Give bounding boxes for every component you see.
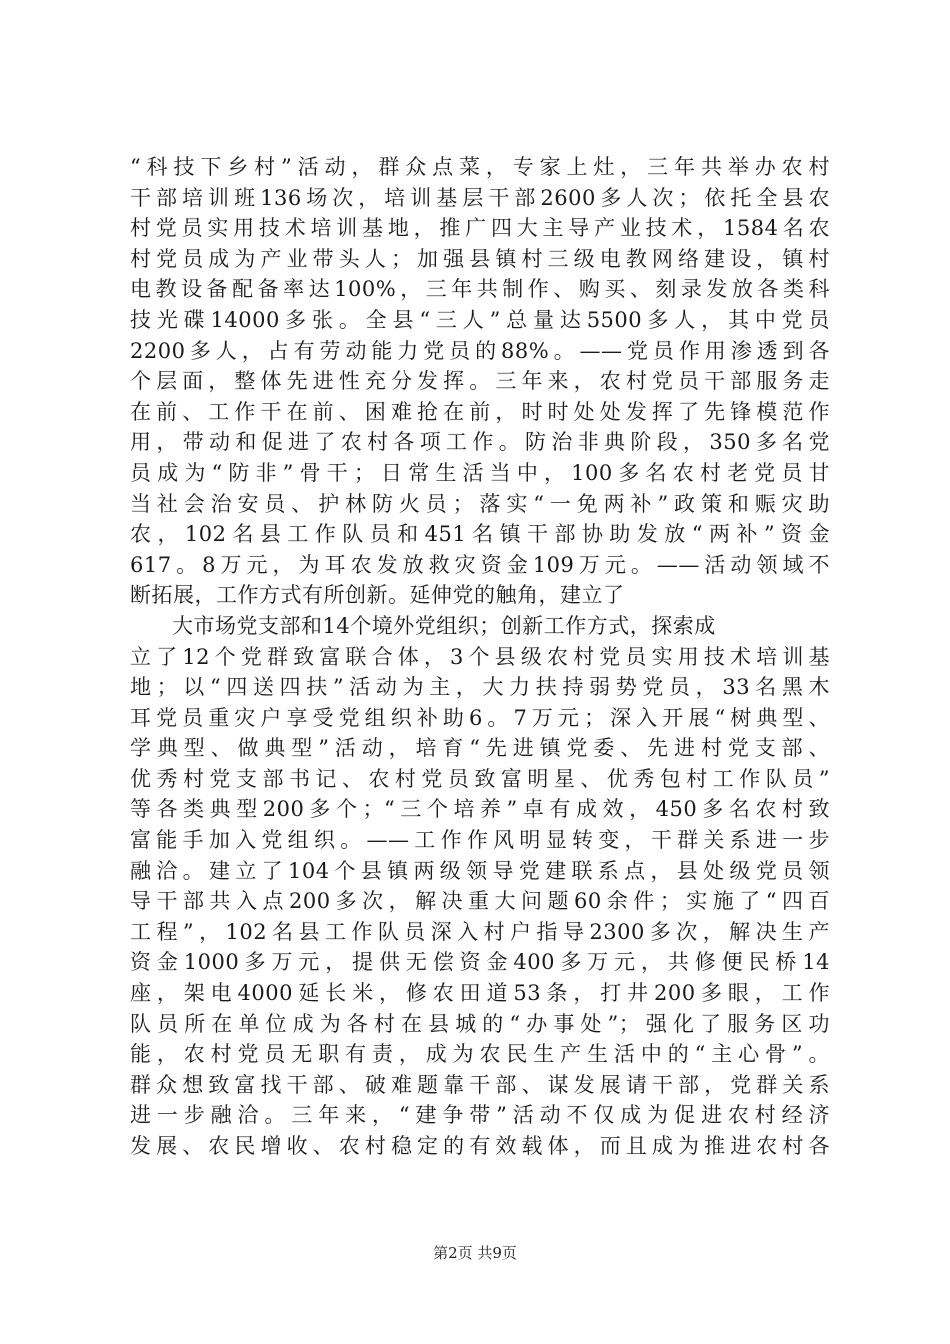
text-line: 导干部共入点200多次，解决重大问题60余件；实施了“四百 <box>130 889 830 914</box>
text-line: 立了12个党群致富联合体，3个县级农村党员实用技术培训基 <box>130 644 830 669</box>
text-line: 能，农村党员无职有责，成为农民生产生活中的“主心骨”。 <box>130 1042 830 1067</box>
text-line: 断拓展，工作方式有所创新。延伸党的触角，建立了 <box>130 583 625 608</box>
text-line: 发展、农民增收、农村稳定的有效载体，而且成为推进农村各 <box>130 1134 830 1158</box>
text-line: 个层面，整体先进性充分发挥。三年来，农村党员干部服务走 <box>130 369 830 394</box>
body-text <box>130 152 830 1162</box>
text-line: 地；以“四送四扶”活动为主，大力扶持弱势党员，33名黑木 <box>130 675 830 700</box>
text-line: 2200多人，占有劳动能力党员的88%。——党员作用渗透到各 <box>130 338 830 363</box>
text-line: 耳党员重灾户享受党组织补助6。7万元；深入开展“树典型、 <box>130 705 830 730</box>
text-line: 资金1000多万元，提供无偿资金400多万元，共修便民桥14 <box>130 950 830 975</box>
text-line: 在前、工作干在前、困难抢在前，时时处处发挥了先锋模范作 <box>130 399 830 424</box>
text-line: 优秀村党支部书记、农村党员致富明星、优秀包村工作队员” <box>130 766 830 791</box>
text-line: 进一步融洽。三年来，“建争带”活动不仅成为促进农村经济 <box>130 1103 830 1128</box>
text-line: 干部培训班136场次，培训基层干部2600多人次；依托全县农 <box>130 185 830 210</box>
text-line: 队员所在单位成为各村在县城的“办事处”；强化了服务区功 <box>130 1011 830 1036</box>
text-line: 融洽。建立了104个县镇两级领导党建联系点，县处级党员领 <box>130 858 830 883</box>
text-line: 工程”，102名县工作队员深入村户指导2300多次，解决生产 <box>130 919 830 944</box>
text-line: 村党员成为产业带头人；加强县镇村三级电教网络建设，镇村 <box>130 246 830 271</box>
text-line: 农，102名县工作队员和451名镇干部协助发放“两补”资金 <box>130 522 830 547</box>
text-line: 群众想致富找干部、破难题靠干部、谋发展请干部，党群关系 <box>130 1072 830 1097</box>
text-line: 技光碟14000多张。全县“三人”总量达5500多人，其中党员 <box>130 307 830 332</box>
text-line: 617。8万元，为耳农发放救灾资金109万元。——活动领域不 <box>130 552 830 577</box>
text-line: 员成为“防非”骨干；日常生活当中，100多名农村老党员甘 <box>130 460 830 485</box>
text-line: 村党员实用技术培训基地，推广四大主导产业技术，1584名农 <box>130 216 830 241</box>
text-line: 电教设备配备率达100%，三年共制作、购买、刻录发放各类科 <box>130 277 830 302</box>
text-line: “科技下乡村”活动，群众点菜，专家上灶，三年共举办农村 <box>130 155 830 179</box>
text-line: 大市场党支部和14个境外党组织；创新工作方式，探索成 <box>172 613 716 638</box>
text-line: 座，架电4000延长米，修农田道53条，打井200多眼，工作 <box>130 981 830 1006</box>
text-line: 等各类典型200多个；“三个培养”卓有成效，450多名农村致 <box>130 797 830 822</box>
text-line: 用，带动和促进了农村各项工作。防治非典阶段，350多名党 <box>130 430 830 455</box>
text-line: 学典型、做典型”活动，培育“先进镇党委、先进村党支部、 <box>130 736 830 761</box>
page-footer: 第2页 共9页 <box>433 1244 517 1262</box>
text-line: 富能手加入党组织。——工作作风明显转变，干群关系进一步 <box>130 828 830 853</box>
text-line: 当社会治安员、护林防火员；落实“一免两补”政策和赈灾助 <box>130 491 830 516</box>
